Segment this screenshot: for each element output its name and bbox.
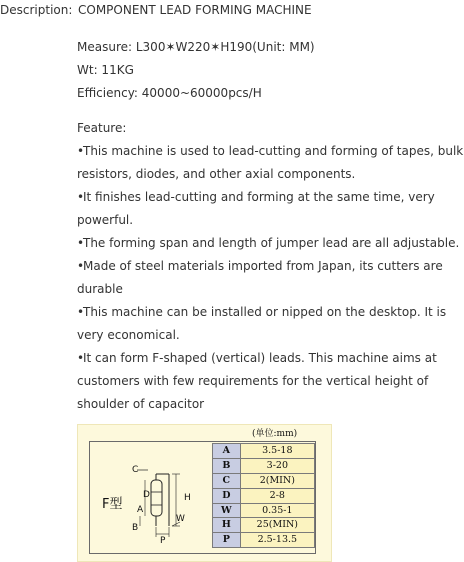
dimension-table xyxy=(212,443,315,548)
bullet-icon: • xyxy=(77,236,85,250)
figure-frame xyxy=(89,441,316,554)
dim-label-a: A xyxy=(137,505,144,515)
table-key: B xyxy=(213,458,241,473)
table-value: 2.5-13.5 xyxy=(240,533,314,548)
spec-efficiency: Efficiency: 40000~60000pcs/H xyxy=(77,86,262,100)
feature-text: This machine can be installed or nipped on the desktop. It is very economical. xyxy=(77,305,447,342)
table-value: 3-20 xyxy=(240,458,314,473)
spec-weight: Wt: 11KG xyxy=(77,63,134,77)
table-key: C xyxy=(213,473,241,488)
table-value: 0.35-1 xyxy=(240,503,314,518)
table-row xyxy=(213,473,315,488)
dim-label-c: C xyxy=(132,465,139,475)
lead-forming-figure xyxy=(77,424,332,562)
feature-item xyxy=(77,232,464,255)
feature-text: This machine is used to lead-cutting and forming of tapes, bulk resistors, diodes, and other axial components. xyxy=(77,144,464,181)
table-value: 2(MIN) xyxy=(240,473,314,488)
bullet-icon: • xyxy=(77,259,85,273)
f-shape-diagram xyxy=(90,442,212,553)
description-label: Description: xyxy=(0,3,73,17)
dim-label-w: W xyxy=(176,514,185,524)
feature-item xyxy=(77,186,464,232)
table-row xyxy=(213,458,315,473)
table-key: P xyxy=(213,533,241,548)
table-value: 2-8 xyxy=(240,488,314,503)
table-row xyxy=(213,488,315,503)
dim-label-d: D xyxy=(143,490,150,500)
feature-heading: Feature: xyxy=(77,121,127,135)
bullet-icon: • xyxy=(77,305,85,319)
unit-label: (单位:mm) xyxy=(252,429,298,439)
feature-item xyxy=(77,255,464,301)
table-row xyxy=(213,518,315,533)
feature-item xyxy=(77,347,464,416)
feature-text: The forming span and length of jumper lead are all adjustable. xyxy=(83,236,460,250)
table-value: 3.5-18 xyxy=(240,444,314,459)
dim-label-h: H xyxy=(184,493,191,503)
table-key: H xyxy=(213,518,241,533)
table-row xyxy=(213,503,315,518)
table-row xyxy=(213,533,315,548)
bullet-icon: • xyxy=(77,190,85,204)
feature-text: It finishes lead-cutting and forming at the same time, very powerful. xyxy=(77,190,435,227)
table-value: 25(MIN) xyxy=(240,518,314,533)
dim-label-b: B xyxy=(132,523,139,533)
table-key: W xyxy=(213,503,241,518)
dim-label-p: P xyxy=(160,536,166,546)
table-row xyxy=(213,444,315,459)
product-title: COMPONENT LEAD FORMING MACHINE xyxy=(78,3,312,17)
product-description xyxy=(77,36,464,416)
feature-text: Made of steel materials imported from Japan, its cutters are durable xyxy=(77,259,443,296)
feature-text: It can form F-shaped (vertical) leads. This machine aims at customers with few requirements for the vertical height of shoulder of capacitor xyxy=(77,351,437,411)
table-key: A xyxy=(213,444,241,459)
spec-measure: Measure: L300✶W220✶H190(Unit: MM) xyxy=(77,40,315,54)
component-body xyxy=(151,480,162,516)
feature-item xyxy=(77,140,464,186)
feature-item xyxy=(77,301,464,347)
shape-label: F型 xyxy=(102,497,123,512)
bullet-icon: • xyxy=(77,144,85,158)
bullet-icon: • xyxy=(77,351,85,365)
table-key: D xyxy=(213,488,241,503)
spacer xyxy=(77,105,464,117)
